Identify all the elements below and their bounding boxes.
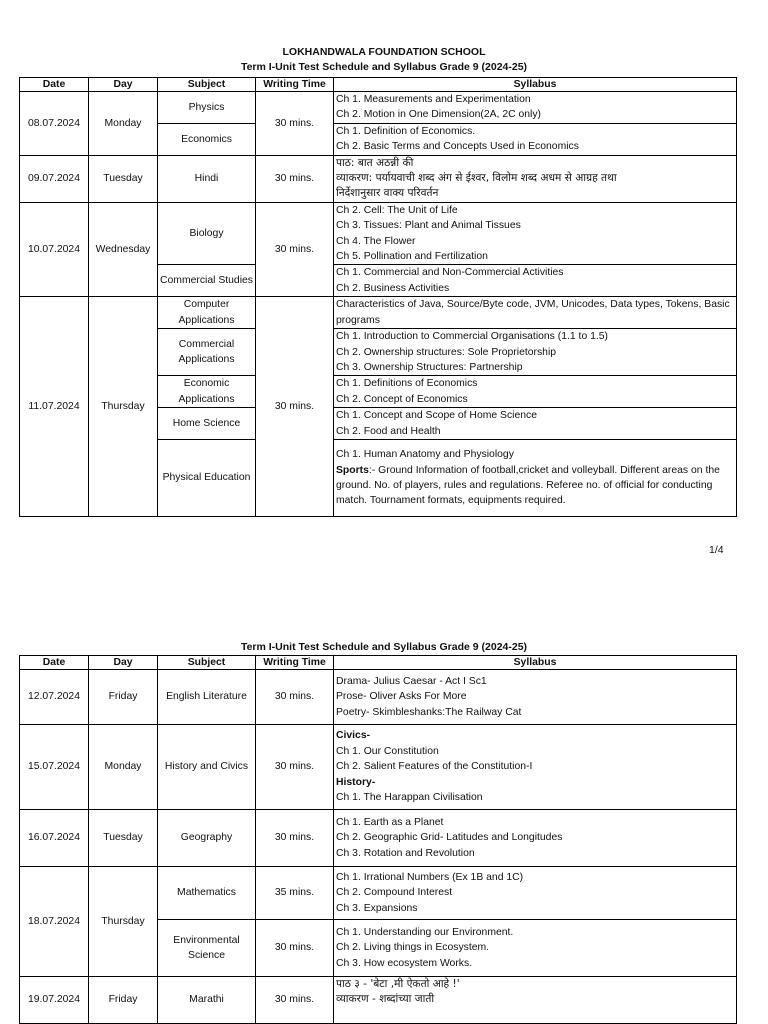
subject-cell: Hindi bbox=[158, 155, 256, 202]
time-cell: 30 mins. bbox=[256, 155, 334, 202]
time-cell: 30 mins. bbox=[256, 977, 334, 1024]
table-row bbox=[20, 297, 737, 329]
syllabus-line: व्याकरण - शब्दांच्या जाती bbox=[336, 993, 435, 1006]
syllabus-line: Ch 2. Basic Terms and Concepts Used in Economics bbox=[336, 141, 579, 153]
time-cell: 30 mins. bbox=[256, 725, 334, 810]
syllabus-line: Ch 1. The Harappan Civilisation bbox=[336, 792, 483, 804]
syllabus-line: Ch 2. Concept of Economics bbox=[336, 393, 468, 405]
date-cell: 08.07.2024 bbox=[20, 92, 89, 156]
col-header-subject: Subject bbox=[158, 656, 256, 670]
date-cell: 12.07.2024 bbox=[20, 670, 89, 725]
syllabus-cell bbox=[334, 297, 737, 329]
time-cell: 30 mins. bbox=[256, 297, 334, 517]
syllabus-cell bbox=[334, 725, 737, 810]
syllabus-cell bbox=[334, 867, 737, 920]
table-row bbox=[20, 202, 737, 265]
date-cell: 09.07.2024 bbox=[20, 155, 89, 202]
syllabus-cell bbox=[334, 202, 737, 265]
syllabus-line: Poetry- Skimbleshanks:The Railway Cat bbox=[336, 706, 522, 718]
syllabus-line: Ch 1. Definition of Economics. bbox=[336, 125, 476, 137]
col-header-date: Date bbox=[20, 78, 89, 92]
syllabus-line: Ch 1. Concept and Scope of Home Science bbox=[336, 410, 538, 422]
school-name: LOKHANDWALA FOUNDATION SCHOOL bbox=[282, 46, 486, 58]
syllabus-line: निर्देशानुसार वाक्य परिवर्तन bbox=[336, 187, 439, 200]
day-cell: Thursday bbox=[89, 297, 158, 517]
table-row bbox=[20, 155, 737, 202]
subject-cell: Home Science bbox=[158, 408, 256, 440]
subject-cell: English Literature bbox=[158, 670, 256, 725]
time-cell: 30 mins. bbox=[256, 920, 334, 977]
page-title-2: Term I-Unit Test Schedule and Syllabus Grade 9 (2024-25) bbox=[240, 641, 528, 653]
syllabus-line: Ch 3. Rotation and Revolution bbox=[336, 847, 475, 859]
table-header-row bbox=[20, 78, 737, 92]
syllabus-line: Ch 1. Definitions of Economics bbox=[336, 378, 478, 390]
syllabus-line: Ch 2. Ownership structures: Sole Proprietorship bbox=[336, 346, 557, 358]
table-row bbox=[20, 670, 737, 725]
col-header-date: Date bbox=[20, 656, 89, 670]
col-header-writing-time: Writing Time bbox=[256, 656, 334, 670]
syllabus-line: Ch 3. Ownership Structures: Partnership bbox=[336, 361, 523, 373]
syllabus-line: Ch 2. Salient Features of the Constitution-I bbox=[336, 761, 533, 773]
schedule-table-page2 bbox=[19, 655, 737, 1024]
date-cell: 10.07.2024 bbox=[20, 202, 89, 296]
subject-cell: Mathematics bbox=[158, 867, 256, 920]
time-cell: 30 mins. bbox=[256, 92, 334, 156]
syllabus-cell bbox=[334, 329, 737, 376]
syllabus-cell bbox=[334, 123, 737, 155]
table-row bbox=[20, 977, 737, 1024]
syllabus-cell bbox=[334, 810, 737, 867]
syllabus-line: Ch 2. Food and Health bbox=[336, 425, 441, 437]
time-cell: 30 mins. bbox=[256, 670, 334, 725]
day-cell: Friday bbox=[89, 977, 158, 1024]
table-row bbox=[20, 725, 737, 810]
syllabus-cell bbox=[334, 977, 737, 1024]
syllabus-line: पाठ: बात अठन्नी की bbox=[336, 156, 414, 169]
syllabus-line: Ch 1. Irrational Numbers (Ex 1B and 1C) bbox=[336, 871, 524, 883]
subject-cell: History and Civics bbox=[158, 725, 256, 810]
subject-cell: Economic Applications bbox=[158, 376, 256, 408]
syllabus-line: व्याकरण: पर्यायवाची शब्द अंग से ईश्वर, विलोम शब्द अधम से आग्रह तथा bbox=[336, 172, 617, 185]
syllabus-line: Ch 1. Measurements and Experimentation bbox=[336, 94, 531, 105]
syllabus-line: Ch 2. Cell: The Unit of Life bbox=[336, 204, 458, 216]
history-label: History- bbox=[336, 776, 376, 788]
subject-cell: Computer Applications bbox=[158, 297, 256, 329]
syllabus-line: Ch 2. Geographic Grid- Latitudes and Longitudes bbox=[336, 832, 563, 844]
syllabus-line: Ch 2. Business Activities bbox=[336, 282, 450, 294]
day-cell: Tuesday bbox=[89, 155, 158, 202]
table-row bbox=[20, 92, 737, 124]
civics-label: Civics- bbox=[336, 730, 371, 742]
day-cell: Monday bbox=[89, 92, 158, 156]
subject-cell: Economics bbox=[158, 123, 256, 155]
syllabus-cell bbox=[334, 376, 737, 408]
subject-cell: Physical Education bbox=[158, 439, 256, 516]
sports-paragraph bbox=[336, 463, 734, 509]
subject-cell: Biology bbox=[158, 202, 256, 265]
date-cell: 18.07.2024 bbox=[20, 867, 89, 977]
syllabus-line: Ch 4. The Flower bbox=[336, 235, 416, 247]
day-cell: Friday bbox=[89, 670, 158, 725]
syllabus-cell bbox=[334, 92, 737, 124]
syllabus-text: Characteristics of Java, Source/Byte code, JVM, Unicodes, Data types, Tokens, Basic programs bbox=[336, 299, 730, 326]
subject-cell: Commercial Studies bbox=[158, 265, 256, 297]
col-header-syllabus: Syllabus bbox=[334, 78, 737, 92]
syllabus-line: Ch 2. Motion in One Dimension(2A, 2C only) bbox=[336, 109, 542, 121]
date-cell: 16.07.2024 bbox=[20, 810, 89, 867]
time-cell: 30 mins. bbox=[256, 202, 334, 296]
day-cell: Wednesday bbox=[89, 202, 158, 296]
date-cell: 11.07.2024 bbox=[20, 297, 89, 517]
syllabus-line: Ch 3. Expansions bbox=[336, 902, 418, 914]
schedule-table-page1 bbox=[19, 77, 737, 517]
syllabus-line: Ch 1. Human Anatomy and Physiology bbox=[336, 449, 514, 461]
day-cell: Tuesday bbox=[89, 810, 158, 867]
sports-label: Sports bbox=[336, 464, 369, 476]
subject-cell: Commercial Applications bbox=[158, 329, 256, 376]
page-number: 1/4 bbox=[709, 544, 724, 556]
syllabus-cell bbox=[334, 439, 737, 516]
sports-text: :- Ground Information of football,cricket and volleyball. Different areas on the ground. No. of players, rules and regulations. Referee no. of official for conducting match. Tournament formats, equipments required. bbox=[336, 464, 720, 507]
syllabus-line: Ch 1. Earth as a Planet bbox=[336, 816, 444, 828]
date-cell: 15.07.2024 bbox=[20, 725, 89, 810]
syllabus-cell bbox=[334, 265, 737, 297]
table-row bbox=[20, 867, 737, 920]
table-header-row bbox=[20, 656, 737, 670]
date-cell: 19.07.2024 bbox=[20, 977, 89, 1024]
syllabus-line: Prose- Oliver Asks For More bbox=[336, 691, 467, 703]
syllabus-cell bbox=[334, 408, 737, 440]
syllabus-line: पाठ ३ - 'बेटा ,मी ऐकतो आहे !' bbox=[336, 978, 460, 990]
subject-cell: Geography bbox=[158, 810, 256, 867]
col-header-day: Day bbox=[89, 656, 158, 670]
time-cell: 35 mins. bbox=[256, 867, 334, 920]
col-header-day: Day bbox=[89, 78, 158, 92]
syllabus-cell bbox=[334, 670, 737, 725]
time-cell: 30 mins. bbox=[256, 810, 334, 867]
day-cell: Monday bbox=[89, 725, 158, 810]
subject-cell: Environmental Science bbox=[158, 920, 256, 977]
col-header-writing-time: Writing Time bbox=[256, 78, 334, 92]
syllabus-line: Ch 1. Our Constitution bbox=[336, 745, 439, 757]
subject-cell: Physics bbox=[158, 92, 256, 124]
syllabus-line: Ch 3. How ecosystem Works. bbox=[336, 957, 473, 969]
syllabus-line: Ch 1. Understanding our Environment. bbox=[336, 926, 514, 938]
syllabus-cell bbox=[334, 920, 737, 977]
syllabus-line: Ch 2. Living things in Ecosystem. bbox=[336, 942, 490, 954]
syllabus-line: Ch 1. Introduction to Commercial Organisations (1.1 to 1.5) bbox=[336, 331, 609, 343]
page-title: Term I-Unit Test Schedule and Syllabus Grade 9 (2024-25) bbox=[240, 61, 528, 73]
subject-cell: Marathi bbox=[158, 977, 256, 1024]
col-header-subject: Subject bbox=[158, 78, 256, 92]
day-cell: Thursday bbox=[89, 867, 158, 977]
table-row bbox=[20, 810, 737, 867]
syllabus-line: Ch 5. Pollination and Fertilization bbox=[336, 251, 488, 263]
syllabus-line: Drama- Julius Caesar - Act I Sc1 bbox=[336, 675, 487, 687]
syllabus-line: Ch 2. Compound Interest bbox=[336, 887, 453, 899]
syllabus-line: Ch 3. Tissues: Plant and Animal Tissues bbox=[336, 220, 521, 232]
syllabus-line: Ch 1. Commercial and Non-Commercial Activities bbox=[336, 267, 564, 279]
col-header-syllabus: Syllabus bbox=[334, 656, 737, 670]
syllabus-cell bbox=[334, 155, 737, 202]
